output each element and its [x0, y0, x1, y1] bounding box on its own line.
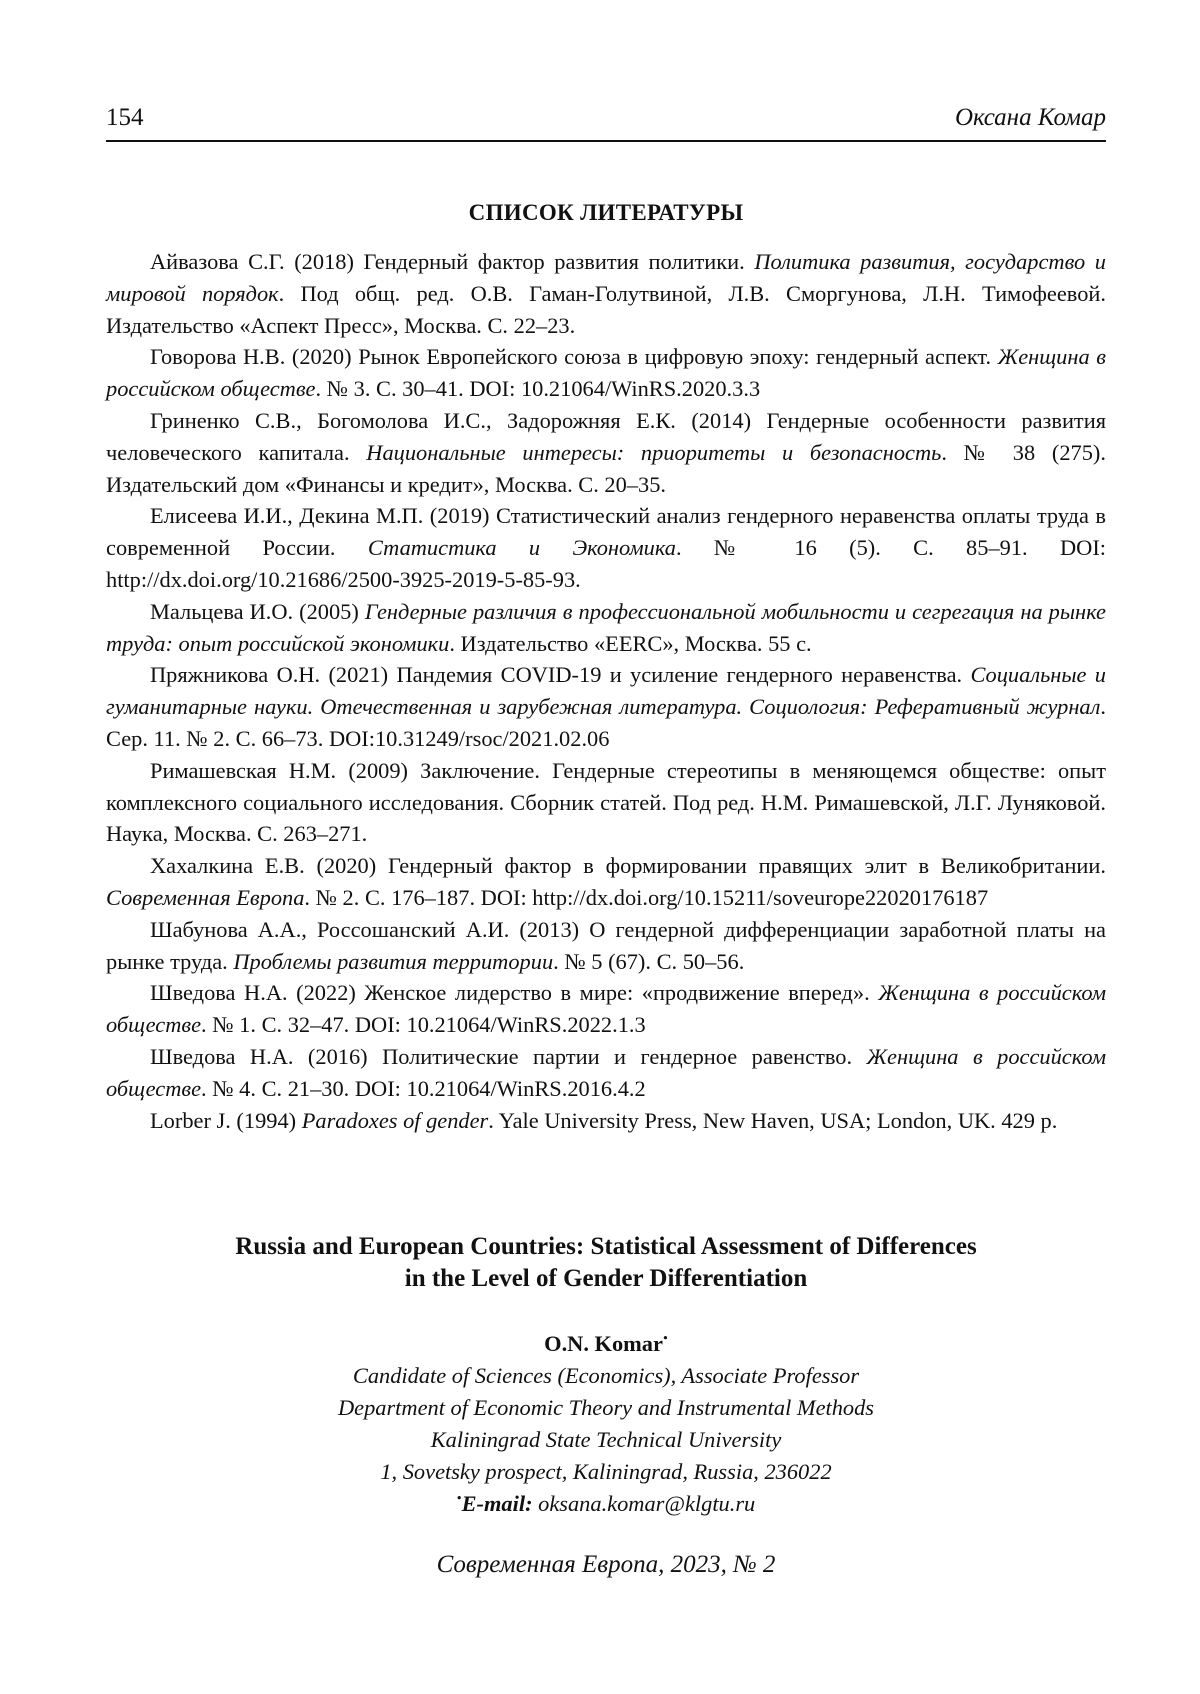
page-number: 154	[106, 104, 144, 131]
english-title-line-1: Russia and European Countries: Statistical Assessment of Differences	[235, 1233, 977, 1260]
reference-item: Говорова Н.В. (2020) Рынок Европейского союза в цифровую эпоху: гендерный аспект. Женщина в российском обществе. № 3. С. 30–41. DOI: 10.21064/WinRS.2020.3.3	[106, 344, 1106, 402]
author-department: Department of Economic Theory and Instrumental Methods	[337, 1395, 875, 1420]
author-address: 1, Sovetsky prospect, Kaliningrad, Russia, 236022	[380, 1459, 832, 1484]
author-affiliation	[106, 1328, 1106, 1520]
reference-item: Хахалкина Е.В. (2020) Гендерный фактор в формировании правящих элит в Великобритании. Современная Европа. № 2. С. 176–187. DOI: http://dx.doi.org/10.15211/soveurope22020176187	[106, 853, 1106, 910]
reference-item: Гриненко С.В., Богомолова И.С., Задорожняя Е.К. (2014) Гендерные особенности развития человеческого капитала. Национальные интересы: приоритеты и безопасность. № 38 (275). Издательский дом «Финансы и кредит», Москва. С. 20–35.	[106, 407, 1106, 497]
email-footnote-marker: •	[456, 1491, 462, 1507]
reference-item: Пряжникова О.Н. (2021) Пандемия COVID-19 и усиление гендерного неравенства. Социальные и гуманитарные науки. Отечественная и зарубежная литература. Социология: Реферативный журнал. Сер. 11. № 2. С. 66–73. DOI:10.31249/rsoc/2021.02.06	[106, 662, 1107, 751]
reference-item: Римашевская Н.М. (2009) Заключение. Гендерные стереотипы в меняющемся обществе: опыт комплексного социального исследования. Сборник статей. Под ред. Н.М. Римашевской, Л.Г. Луняковой. Наука, Москва. С. 263–271.	[106, 757, 1106, 847]
running-head	[106, 104, 1106, 132]
author-name: O.N. Komar	[544, 1331, 663, 1356]
english-title-line-2: in the Level of Gender Differentiation	[404, 1265, 808, 1292]
journal-footer: Современная Европа, 2023, № 2	[436, 1551, 776, 1578]
reference-item: Мальцева И.О. (2005) Гендерные различия в профессиональной мобильности и сегрегация на рынке труда: опыт российской экономики. Издательство «EERC», Москва. 55 с.	[106, 598, 1106, 656]
running-head-author: Оксана Комар	[954, 104, 1106, 131]
author-footnote-marker: •	[662, 1331, 668, 1347]
reference-list	[106, 246, 1106, 1136]
author-name-line	[106, 1328, 1106, 1360]
reference-item: Елисеева И.И., Декина М.П. (2019) Статистический анализ гендерного неравенства оплаты труда в современной России. Статистика и Экономика. № 16 (5). С. 85–91. DOI: http://dx.doi.org/10.21686/2500-3925-2019-5-85-93.	[106, 503, 1106, 592]
author-position: Candidate of Sciences (Economics), Associate Professor	[352, 1363, 860, 1388]
references-heading: СПИСОК ЛИТЕРАТУРЫ	[468, 200, 744, 225]
author-email-line	[106, 1488, 1106, 1520]
reference-item: Шабунова А.А., Россошанский А.И. (2013) О гендерной дифференциации заработной платы на рынке труда. Проблемы развития территории. № 5 (67). С. 50–56.	[106, 916, 1106, 974]
english-article-title	[106, 1231, 1106, 1295]
header-rule	[106, 140, 1106, 142]
reference-item: Шведова Н.А. (2022) Женское лидерство в мире: «продвижение вперед». Женщина в российском обществе. № 1. С. 32–47. DOI: 10.21064/WinRS.2022.1.3	[106, 980, 1106, 1038]
email-label: E-mail:	[461, 1491, 533, 1516]
reference-item: Айвазова С.Г. (2018) Гендерный фактор развития политики. Политика развития, государство и мировой порядок. Под общ. ред. О.В. Гаман-Голутвиной, Л.В. Сморгунова, Л.Н. Тимофеевой. Издательство «Аспект Пресс», Москва. С. 22–23.	[106, 249, 1106, 338]
reference-item: Шведова Н.А. (2016) Политические партии и гендерное равенство. Женщина в российском обществе. № 4. С. 21–30. DOI: 10.21064/WinRS.2016.4.2	[106, 1043, 1106, 1101]
author-email[interactable]: oksana.komar@klgtu.ru	[538, 1491, 756, 1516]
author-university: Kaliningrad State Technical University	[430, 1427, 782, 1452]
reference-item: Lorber J. (1994) Paradoxes of gender. Yale University Press, New Haven, USA; London, UK. 429 p.	[150, 1107, 1058, 1133]
